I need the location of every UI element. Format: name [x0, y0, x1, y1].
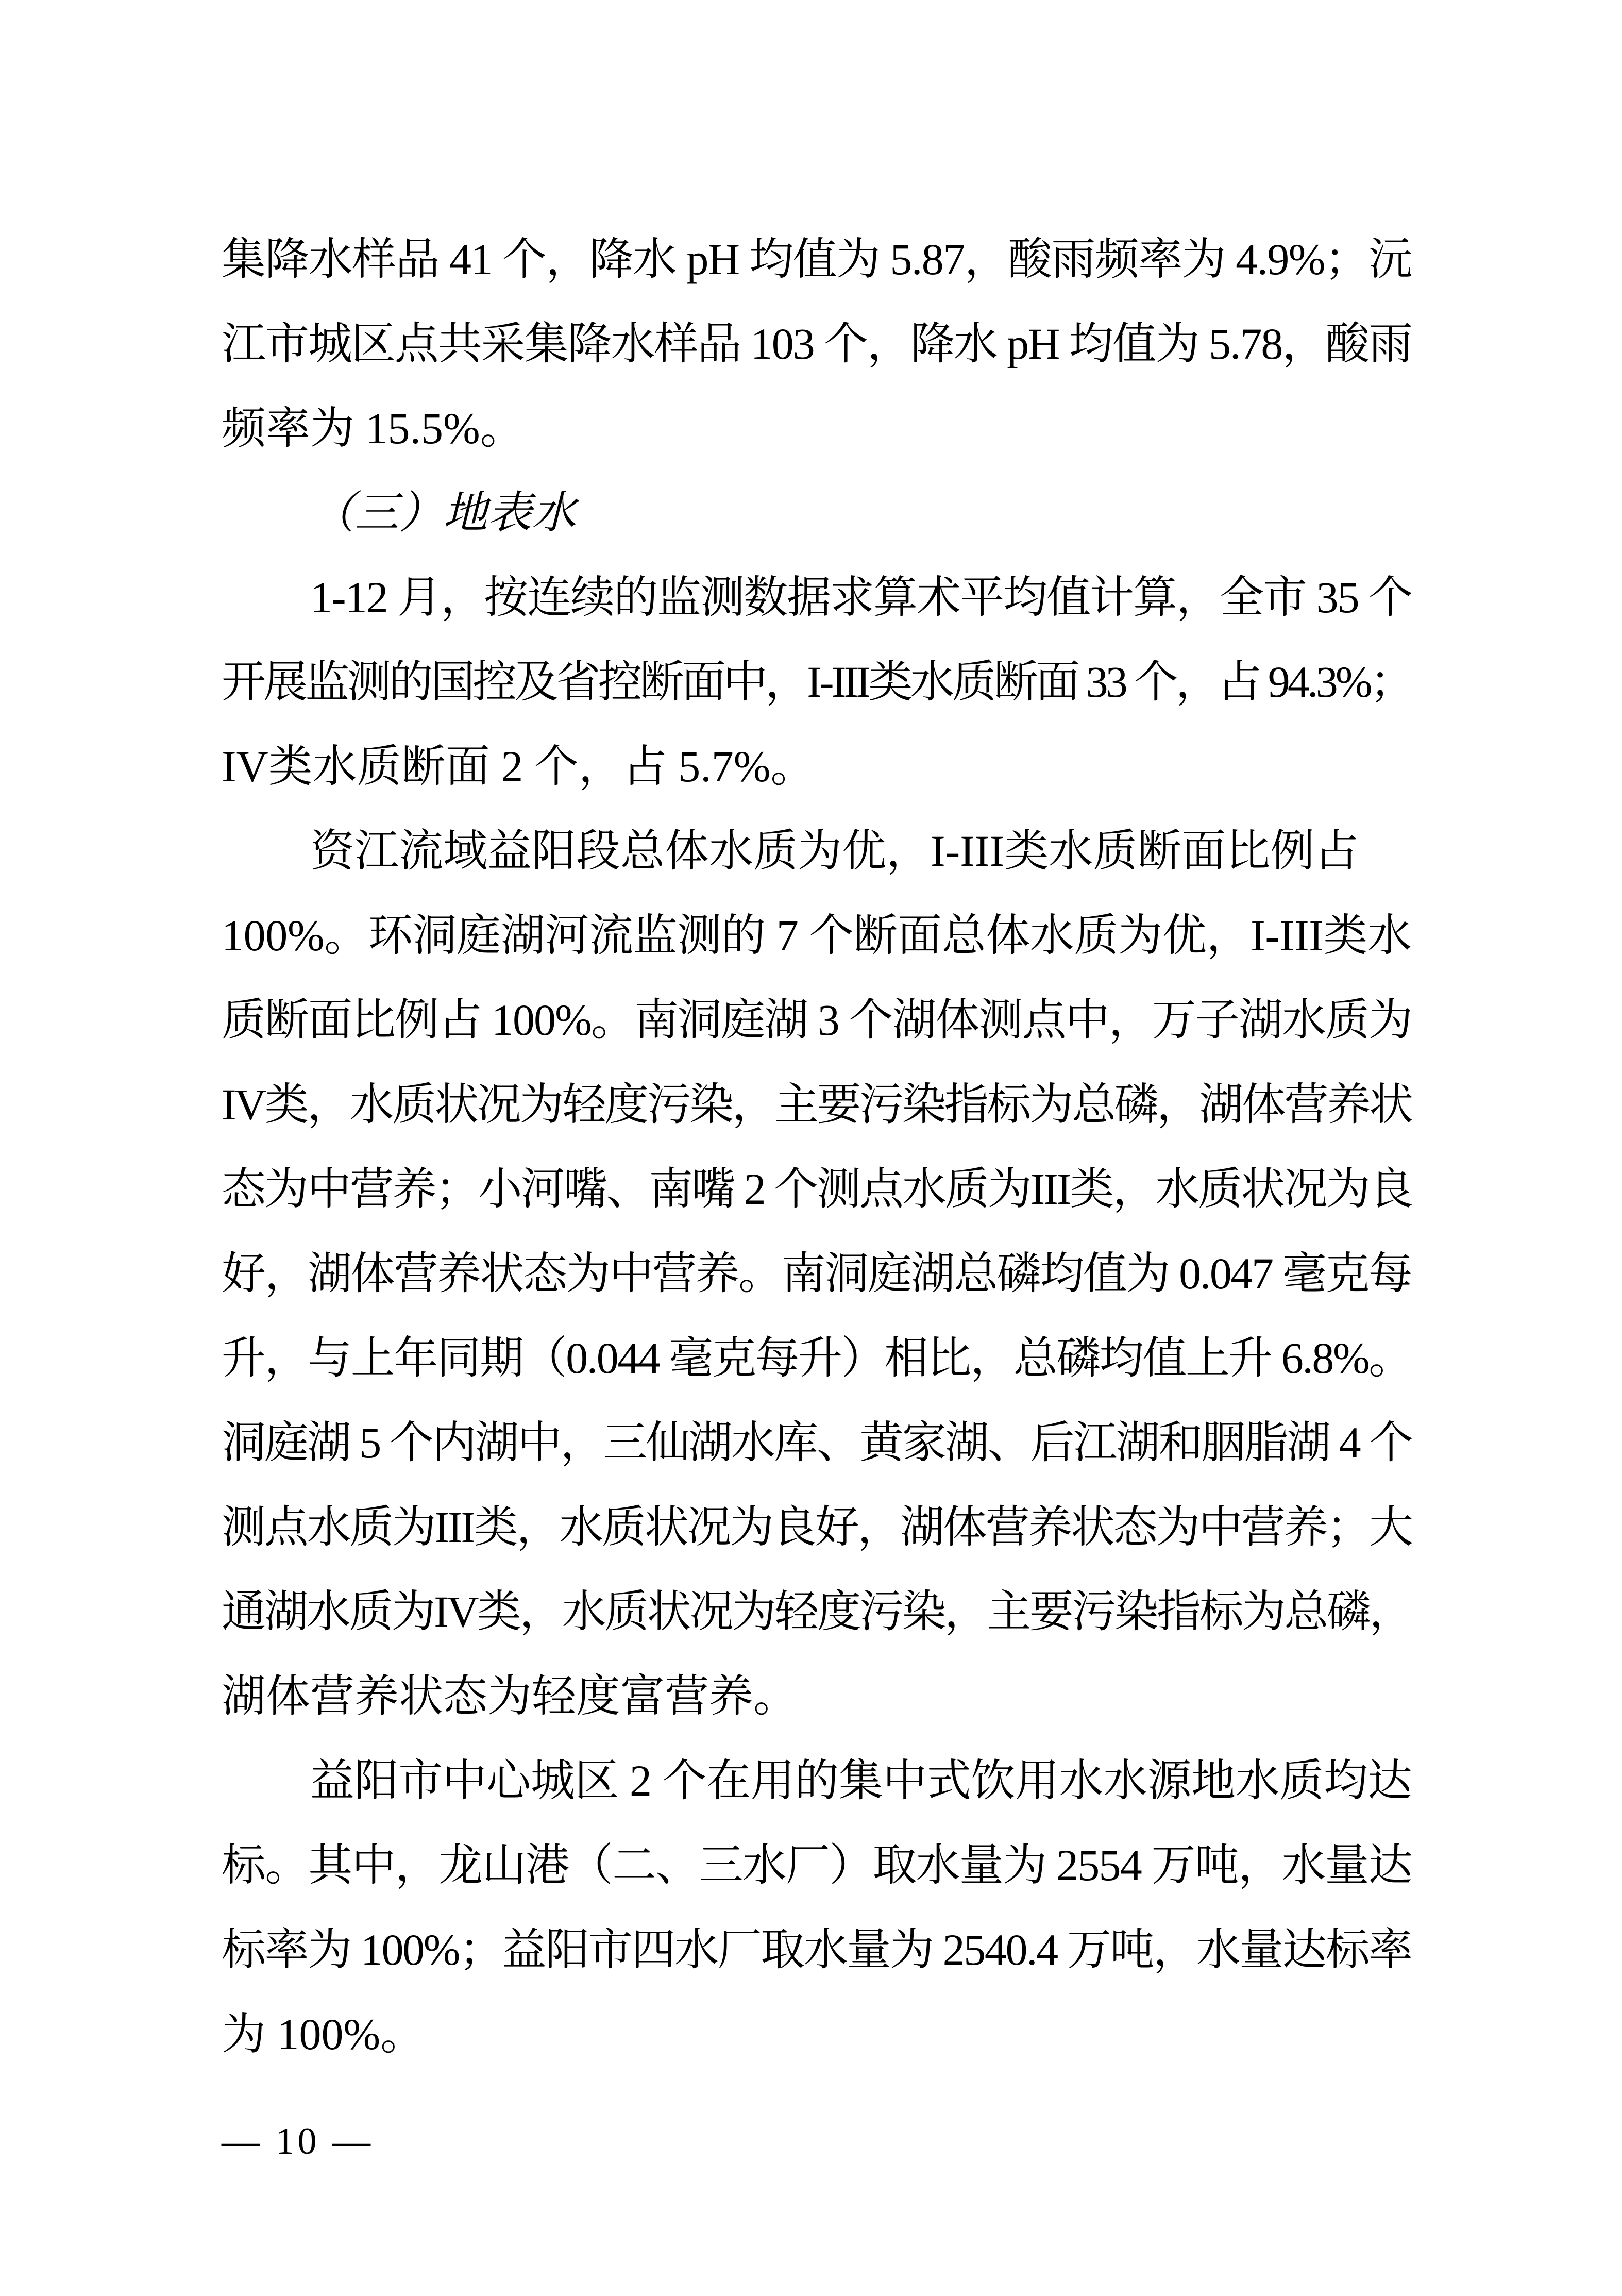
section-heading: （三）地表水	[310, 488, 576, 538]
text-block	[222, 217, 1412, 2076]
body-text-line: 湖体营养状态为轻度富营养。	[222, 1671, 798, 1721]
body-text-line: 1-12 月，按连续的监测数据求算术平均值计算，全市 35 个	[310, 573, 1412, 622]
body-text-line: 资江流域益阳段总体水质为优，I-III类水质断面比例占	[310, 826, 1359, 876]
body-text-line: 频率为 15.5%。	[222, 404, 525, 453]
body-text-line: 集降水样品 41 个，降水 pH 均值为 5.87，酸雨频率为 4.9%；沅	[222, 234, 1412, 284]
body-text-line: 标率为 100%；益阳市四水厂取水量为 2540.4 万吨，水量达标率	[222, 1925, 1412, 1974]
body-text-line: 益阳市中心城区 2 个在用的集中式饮用水水源地水质均达	[310, 1756, 1412, 1805]
body-text-line: 开展监测的国控及省控断面中，I-III类水质断面 33 个，占 94.3%；	[222, 657, 1412, 707]
body-text-line: 100%。环洞庭湖河流监测的 7 个断面总体水质为优，I-III类水	[222, 911, 1412, 960]
body-text-line: IV类水质断面 2 个，占 5.7%。	[222, 742, 815, 791]
body-text-line: 洞庭湖 5 个内湖中，三仙湖水库、黄家湖、后江湖和胭脂湖 4 个	[222, 1418, 1412, 1467]
body-text-line: 态为中营养；小河嘴、南嘴 2 个测点水质为III类，水质状况为良	[222, 1164, 1412, 1214]
body-text-line: IV类，水质状况为轻度污染，主要污染指标为总磷，湖体营养状	[222, 1080, 1412, 1129]
body-text-line: 测点水质为III类，水质状况为良好，湖体营养状态为中营养；大	[222, 1502, 1412, 1552]
body-text-line: 好，湖体营养状态为中营养。南洞庭湖总磷均值为 0.047 毫克每	[222, 1249, 1412, 1298]
body-text-line: 通湖水质为IV类，水质状况为轻度污染，主要污染指标为总磷，	[222, 1587, 1412, 1636]
body-text-line: 标。其中，龙山港（二、三水厂）取水量为 2554 万吨，水量达	[222, 1840, 1412, 1890]
body-text-line: 江市城区点共采集降水样品 103 个，降水 pH 均值为 5.78，酸雨	[222, 319, 1412, 368]
body-text-line: 质断面比例占 100%。南洞庭湖 3 个湖体测点中，万子湖水质为	[222, 995, 1412, 1045]
page-number: — 10 —	[222, 2120, 374, 2163]
body-text-line: 为 100%。	[222, 2009, 425, 2059]
body-text-line: 升，与上年同期（0.044 毫克每升）相比，总磷均值上升 6.8%。	[222, 1333, 1412, 1383]
